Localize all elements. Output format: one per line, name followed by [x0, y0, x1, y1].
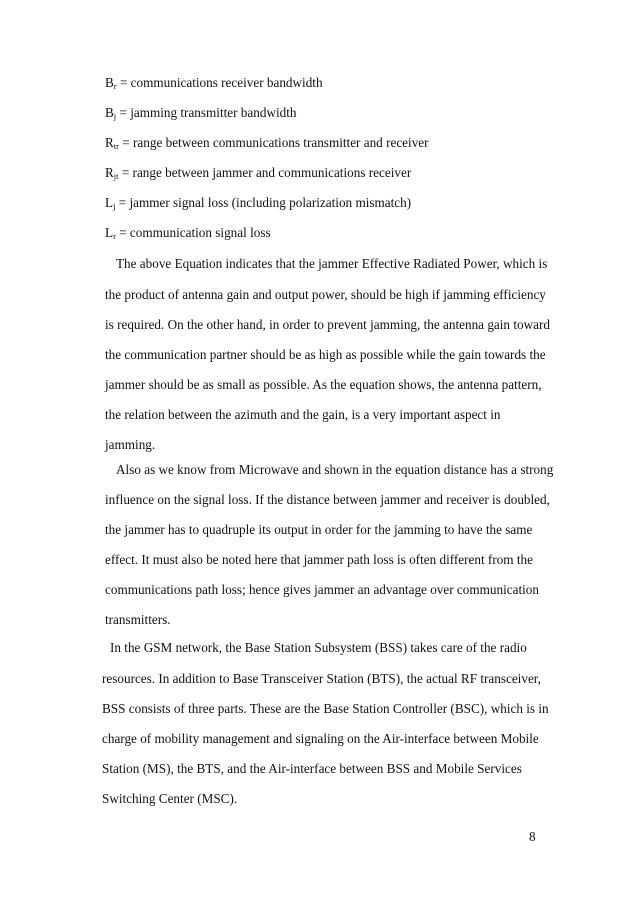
paragraph-2-line: transmitters.: [105, 612, 171, 627]
paragraph-1-line: is required. On the other hand, in order to prevent jamming, the antenna gain toward: [105, 317, 550, 332]
definition-bj: $B_j = jamming$ transmitter bandwidth: [105, 105, 297, 121]
definition-rtr: $R_{tr}$ = range between communications transmitter and receiver: [105, 135, 429, 151]
paragraph-2-line: the jammer has to quadruple its output in order for the jamming to have the same: [105, 522, 533, 537]
paragraph-2-line: communications path loss; hence gives jammer an advantage over communication: [105, 582, 539, 597]
paragraph-1-line: the product of antenna gain and output power, should be high if jamming efficiency: [105, 287, 546, 302]
paragraph-3-line: Station (MS), the BTS, and the Air-interface between BSS and Mobile Services: [102, 761, 522, 776]
paragraph-3-line: resources. In addition to Base Transceiver Station (BTS), the actual RF transceiver,: [102, 671, 541, 686]
definition-lj: $L_j$ = jammer signal loss (including polarization mismatch): [105, 195, 412, 211]
paragraph-3-line: BSS consists of three parts. These are the Base Station Controller (BSC), which is in: [102, 701, 549, 716]
paragraph-3-line: Switching Center (MSC).: [102, 791, 238, 806]
paragraph-2-line: influence on the signal loss. If the distance between jammer and receiver is doubled,: [105, 492, 550, 507]
paragraph-3-line: In the GSM network, the Base Station Subsystem (BSS) takes care of the radio: [110, 640, 527, 655]
paragraph-3-line: charge of mobility management and signaling on the Air-interface between Mobile: [102, 731, 539, 746]
definition-br: $B_r$ = communications receiver bandwidth: [105, 75, 323, 91]
paragraph-1-line: The above Equation indicates that the jammer Effective Radiated Power, which is: [116, 256, 548, 271]
definition-rjt: $R_{jt}$ = range between jammer and communications receiver: [105, 165, 412, 181]
paragraph-2-line: Also as we know from Microwave and shown in the equation distance has a strong: [116, 462, 554, 477]
paragraph-1-line: jamming.: [105, 437, 156, 452]
definition-lr: $L_r$ = communication signal loss: [105, 225, 271, 241]
paragraph-1-line: the communication partner should be as high as possible while the gain towards the: [105, 347, 546, 362]
page-number: 8: [529, 829, 536, 844]
paragraph-1-line: jammer should be as small as possible. As the equation shows, the antenna pattern,: [105, 377, 542, 392]
paragraph-2-line: effect. It must also be noted here that jammer path loss is often different from the: [105, 552, 533, 567]
paragraph-1-line: the relation between the azimuth and the gain, is a very important aspect in: [105, 407, 501, 422]
